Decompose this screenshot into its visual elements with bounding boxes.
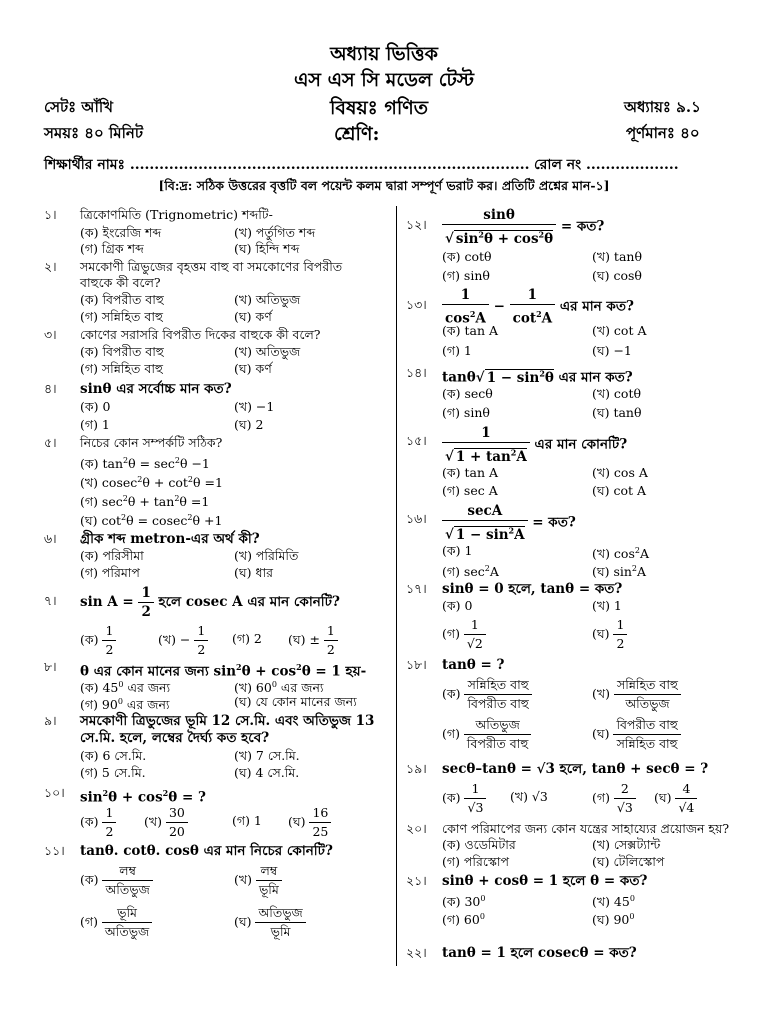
question-text: secθ–tanθ = √3 হলে, tanθ + secθ = ? <box>442 761 709 777</box>
question-3 <box>44 326 384 378</box>
chapter-label: অধ্যায়ঃ ৯.১ <box>624 98 701 116</box>
option-ga[interactable]: (গ) $\sec^2A$ <box>442 564 499 580</box>
option-gha[interactable]: (ঘ) বিপরীত বাহু সন্নিহিত বাহু <box>592 716 681 753</box>
option-kha[interactable]: (খ) tanθ <box>592 249 642 264</box>
option-gha[interactable]: (ঘ) 4 সে.মি. <box>234 765 300 780</box>
option-gha[interactable]: (ঘ) টেলিস্কোপ <box>592 854 665 869</box>
question-number: ১৮। <box>406 657 427 672</box>
question-text: বাহুকে কী বলে? <box>80 275 161 290</box>
question-text: sinθ এর সর্বোচ্চ মান কত? <box>80 381 232 397</box>
option-ga[interactable]: (গ) $90^0$ এর জন্য <box>80 697 170 713</box>
option-kha[interactable]: (খ) √3 <box>510 789 548 804</box>
option-ka[interactable]: (ক) 1 <box>442 543 473 558</box>
question-12 <box>406 206 726 286</box>
time-label: সময়ঃ ৪০ মিনিট <box>44 124 144 142</box>
question-16 <box>406 502 726 578</box>
student-name-field: শিক্ষার্থীর নামঃ .................................................................................. <box>44 157 530 173</box>
option-ka[interactable]: (ক) $45^0$ এর জন্য <box>80 680 171 696</box>
question-text: $\frac{1}{√ 1 + \tan^2A}$ এর মান কোনটি? <box>442 424 627 466</box>
option-ga[interactable]: (গ) $\frac{2}{√3}$ <box>592 780 636 817</box>
question-text: tanθ = ? <box>442 657 505 673</box>
set-label: সেটঃ আঁখি <box>44 98 114 116</box>
question-6 <box>44 530 384 582</box>
option-kha[interactable]: (খ) $cosec^2\theta + \cot^2\theta =1$ <box>80 475 223 491</box>
question-text: সমকোণী ত্রিভুজের ভূমি 12 সে.মি. এবং অতিভুজ 13 <box>80 713 375 729</box>
option-gha[interactable]: (ঘ) tanθ <box>592 405 642 420</box>
option-ka[interactable]: (ক) $\tan^2\theta = \sec^2\theta -1$ <box>80 456 210 472</box>
option-ga[interactable]: (গ) পরিস্কোপ <box>442 854 509 869</box>
option-ga[interactable]: (গ) sinθ <box>442 405 490 420</box>
question-7 <box>44 584 384 658</box>
question-4 <box>44 380 384 434</box>
option-gha[interactable]: (ঘ) cosθ <box>592 268 642 283</box>
question-number: ১৯। <box>406 761 427 776</box>
option-ga[interactable]: (গ) ভূমি অতিভুজ <box>80 904 152 941</box>
question-number: ১৩। <box>406 297 427 312</box>
option-ka[interactable]: (ক) cotθ <box>442 249 492 264</box>
question-text: tanθ√ $1 - \sin^2\theta$ এর মান কত? <box>442 368 633 386</box>
option-ga[interactable]: (গ) পরিমাপ <box>80 565 140 580</box>
option-ka[interactable]: (ক) সন্নিহিত বাহু বিপরীত বাহু <box>442 676 532 713</box>
roll-field: রোল নং ................... <box>534 157 679 173</box>
question-number: ২০। <box>406 821 427 836</box>
question-text: $\sin^2\theta + \cos^2\theta$ = ? <box>80 788 206 806</box>
question-number: ১৫। <box>406 433 427 448</box>
subject-label: বিষয়ঃ গণিত <box>330 97 429 119</box>
option-kha[interactable]: (খ) $\frac{30}{20}$ <box>144 804 188 841</box>
option-ga[interactable]: (গ) 5 সে.মি. <box>80 765 146 780</box>
option-ga[interactable]: (গ) sec A <box>442 483 498 498</box>
option-gha[interactable]: (ঘ) cot A <box>592 483 646 498</box>
header-line2: এস এস সি মডেল টেস্ট <box>293 69 475 91</box>
option-kha[interactable]: (খ) $\cos^2A$ <box>592 546 650 562</box>
question-number: ৫। <box>44 435 57 450</box>
question-18 <box>406 656 726 756</box>
question-text: নিচের কোন সম্পর্কটি সঠিক? <box>80 435 223 450</box>
option-ga[interactable]: (গ) $\sec^2\theta + \tan^2\theta =1$ <box>80 494 210 510</box>
question-number: ২১। <box>406 873 427 888</box>
question-number: ৪। <box>44 381 57 396</box>
question-11 <box>44 842 384 942</box>
question-21 <box>406 872 726 928</box>
option-gha[interactable]: (ঘ) কর্ণ <box>234 361 272 376</box>
option-kha[interactable]: (খ) 1 <box>592 598 622 613</box>
option-kha[interactable]: (খ) −1 <box>234 399 275 414</box>
option-ka[interactable]: (ক) 6 সে.মি. <box>80 748 147 763</box>
question-5 <box>44 434 384 529</box>
option-kha[interactable]: (খ) $60^0$ এর জন্য <box>234 680 324 696</box>
option-gha[interactable]: (ঘ) 2 <box>234 417 264 432</box>
option-kha[interactable]: (খ) 7 সে.মি. <box>234 748 300 763</box>
option-ka[interactable]: (ক) বিপরীত বাহু <box>80 292 164 307</box>
class-label: শ্রেণি: <box>334 123 380 145</box>
question-text: $\frac{\sin\theta}{√ \sin^2\theta + \cos^2\theta}$ = কত? <box>442 206 604 248</box>
option-kha[interactable]: (খ) cotθ <box>592 386 642 401</box>
question-number: ৬। <box>44 531 57 546</box>
question-text: গ্রীক শব্দ metron-এর অর্থ কী? <box>80 531 260 547</box>
option-gha[interactable]: (ঘ) হিন্দি শব্দ <box>234 241 300 256</box>
option-kha[interactable]: (খ) অতিভুজ <box>234 344 301 359</box>
option-ga[interactable]: (গ) 1 <box>232 813 262 828</box>
option-ka[interactable]: (ক) $30^0$ <box>442 894 486 910</box>
question-text: tanθ = 1 হলে cosecθ = কত? <box>442 945 637 961</box>
option-ka[interactable]: (ক) 0 <box>80 399 111 414</box>
option-ga[interactable]: (গ) 2 <box>232 631 262 646</box>
option-gha[interactable]: (ঘ) কর্ণ <box>234 309 272 324</box>
question-8 <box>44 658 384 713</box>
question-number: ১। <box>44 207 57 222</box>
option-gha[interactable]: (ঘ) −1 <box>592 343 632 358</box>
option-gha[interactable]: (ঘ) $\frac{16}{25}$ <box>288 804 331 841</box>
option-gha[interactable]: (ঘ) $\frac{4}{√4}$ <box>654 780 697 817</box>
option-ga[interactable]: (গ) সন্নিহিত বাহু <box>80 361 163 376</box>
option-kha[interactable]: (খ) পরিমিতি <box>234 548 299 563</box>
option-kha[interactable]: (খ) সন্নিহিত বাহু অতিভুজ <box>592 676 681 713</box>
question-number: ১৬। <box>406 511 427 526</box>
question-number: ১০। <box>44 785 65 800</box>
option-gha[interactable]: (ঘ) $90^0$ <box>592 912 635 928</box>
option-ga[interactable]: (গ) অতিভুজ বিপরীত বাহু <box>442 716 531 753</box>
option-ka[interactable]: (ক) ওডেমিটার <box>442 837 516 852</box>
option-ga[interactable]: (গ) $\frac{1}{√2}$ <box>442 616 486 653</box>
option-ka[interactable]: (ক) tan A <box>442 323 498 338</box>
question-10 <box>44 784 384 840</box>
option-gha[interactable]: (ঘ) ধার <box>234 565 273 580</box>
option-kha[interactable]: (খ) cot A <box>592 323 647 338</box>
question-14 <box>406 364 726 424</box>
option-gha[interactable]: (ঘ) $\cot^2\theta = cosec^2\theta +1$ <box>80 513 223 529</box>
option-ga[interactable]: (গ) 1 <box>80 417 110 432</box>
option-kha[interactable]: (খ) পর্তুগিত শব্দ <box>234 225 316 240</box>
question-number: ২২। <box>406 945 427 960</box>
option-ga[interactable]: (গ) সন্নিহিত বাহু <box>80 309 163 324</box>
question-number: ৭। <box>44 593 57 608</box>
option-gha[interactable]: (ঘ) যে কোন মানের জন্য <box>234 694 357 709</box>
question-text: secA √ $1 - \sin^2A$ = কত? <box>442 502 576 544</box>
option-ga[interactable]: (গ) 1 <box>442 343 472 358</box>
question-1 <box>44 206 384 256</box>
option-kha[interactable]: (খ) − $\frac{1}{2}$ <box>158 622 208 659</box>
question-13 <box>406 286 726 360</box>
question-text: সমকোণী ত্রিভুজের বৃহত্তম বাহু বা সমকোণের বিপরীত <box>80 259 343 274</box>
question-22 <box>406 944 726 966</box>
option-ga[interactable]: (গ) sinθ <box>442 268 490 283</box>
question-text: θ এর কোন মানের জন্য $\sin^2\theta + \cos^2\theta = 1$ হয়- <box>80 662 367 680</box>
question-number: ১৪। <box>406 365 427 380</box>
header-line1: অধ্যায় ভিত্তিক <box>330 43 438 65</box>
question-text: sinθ + cosθ = 1 হলে θ = কত? <box>442 873 648 889</box>
option-ka[interactable]: (ক) বিপরীত বাহু <box>80 344 164 359</box>
question-number: ৯। <box>44 713 57 728</box>
option-gha[interactable]: (ঘ) অতিভুজ ভূমি <box>234 904 306 941</box>
option-ka[interactable]: (ক) $\frac{1}{√3}$ <box>442 780 486 817</box>
option-kha[interactable]: (খ) লম্ব ভূমি <box>234 862 282 899</box>
question-number: ৮। <box>44 659 57 674</box>
question-text: sinθ = 0 হলে, tanθ = কত? <box>442 581 623 597</box>
question-number: ১১। <box>44 843 65 858</box>
option-ka[interactable]: (ক) ইংরেজি শব্দ <box>80 225 162 240</box>
option-ka[interactable]: (ক) secθ <box>442 386 493 401</box>
option-gha[interactable]: (ঘ) ± $\frac{1}{2}$ <box>288 622 338 659</box>
instruction: [বি:দ্র: সঠিক উত্তরের বৃত্তটি বল পয়েন্ট কলম দ্বারা সম্পূর্ণ ভরাট কর। প্রতিটি প্রশ্নের মান-১] <box>158 178 610 193</box>
question-text: $\frac{1}{\cos^2A}$ − $\frac{1}{\cot^2A}$ এর মান কত? <box>442 286 634 328</box>
option-ka[interactable]: (ক) লম্ব অতিভুজ <box>80 862 153 899</box>
question-text: tanθ. cotθ. cosθ এর মান নিচের কোনটি? <box>80 843 333 859</box>
option-gha[interactable]: (ঘ) $\sin^2A$ <box>592 564 647 580</box>
option-kha[interactable]: (খ) সেক্সট্যান্ট <box>592 837 661 852</box>
question-number: ১৭। <box>406 581 427 596</box>
question-19 <box>406 760 726 820</box>
option-ga[interactable]: (গ) গ্রিক শব্দ <box>80 241 144 256</box>
question-number: ১২। <box>406 217 427 232</box>
option-ka[interactable]: (ক) 0 <box>442 598 473 613</box>
column-divider <box>396 206 397 966</box>
question-text: কোণ পরিমাপের জন্য কোন যন্ত্রের সাহায্যের প্রয়োজন হয়? <box>442 821 730 836</box>
option-ka[interactable]: (ক) পরিসীমা <box>80 548 144 563</box>
question-text: ত্রিকোণমিতি (Trignometric) শব্দটি- <box>80 207 273 222</box>
question-17 <box>406 580 726 654</box>
option-ka[interactable]: (ক) $\frac{1}{2}$ <box>80 622 116 659</box>
option-kha[interactable]: (খ) $45^0$ <box>592 894 635 910</box>
question-15 <box>406 424 726 500</box>
question-2 <box>44 258 384 326</box>
option-ka[interactable]: (ক) $\frac{1}{2}$ <box>80 804 116 841</box>
question-text: sin A = $\frac{1}{2}$ হলে cosec A এর মান কোনটি? <box>80 585 340 620</box>
question-number: ৩। <box>44 327 57 342</box>
question-text: কোণের সরাসরি বিপরীত দিকের বাহুকে কী বলে? <box>80 327 321 342</box>
marks-label: পূর্ণমানঃ ৪০ <box>626 124 700 142</box>
option-gha[interactable]: (ঘ) $\frac{1}{2}$ <box>592 616 627 653</box>
option-ka[interactable]: (ক) tan A <box>442 465 498 480</box>
option-kha[interactable]: (খ) অতিভুজ <box>234 292 301 307</box>
question-20 <box>406 820 730 870</box>
question-9 <box>44 712 384 782</box>
option-kha[interactable]: (খ) cos A <box>592 465 648 480</box>
question-text: সে.মি. হলে, লম্বের দৈর্ঘ্য কত হবে? <box>80 730 270 746</box>
option-ga[interactable]: (গ) $60^0$ <box>442 912 485 928</box>
question-number: ২। <box>44 259 57 274</box>
